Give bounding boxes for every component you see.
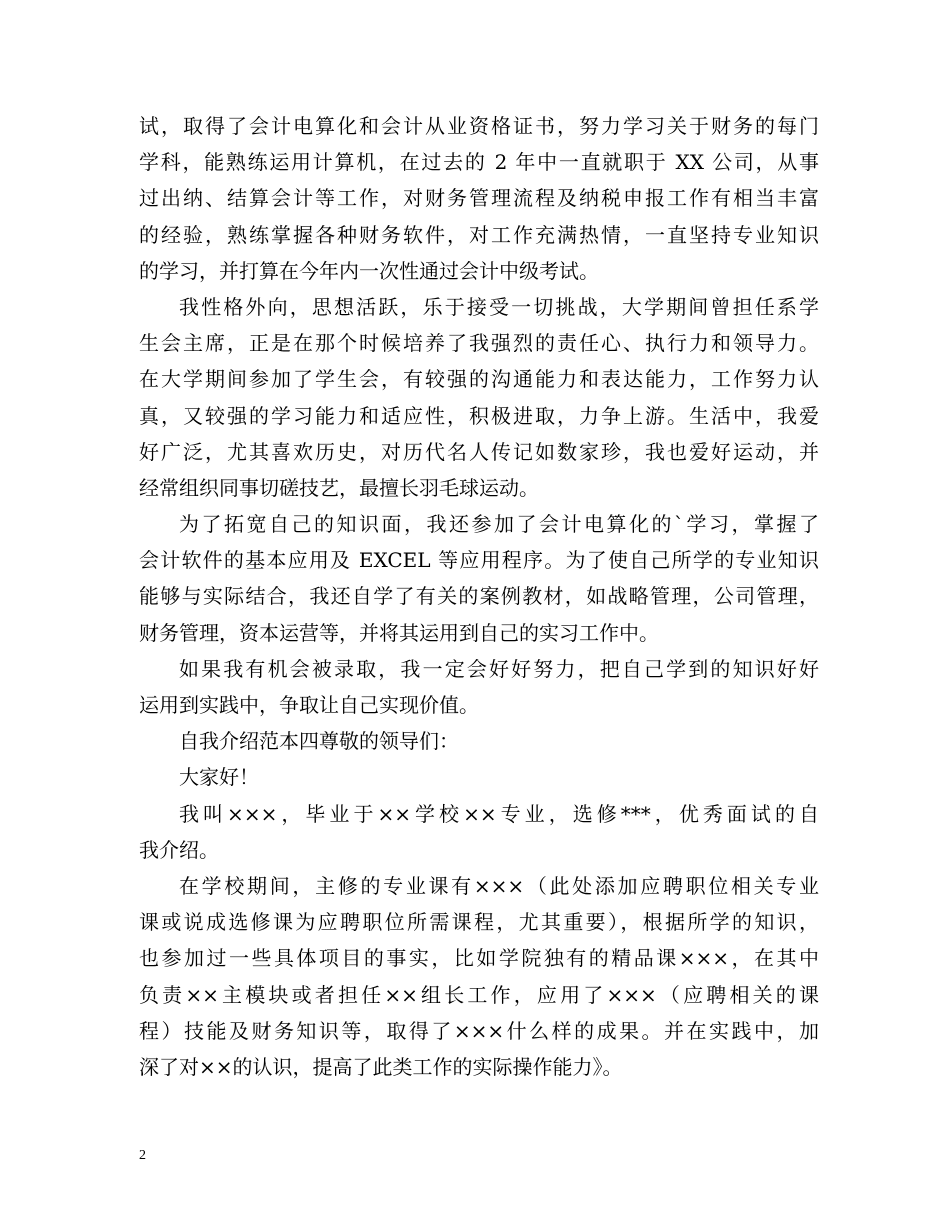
text-line: 程）技能及财务知识等，取得了×××什么样的成果。并在实践中，加 [139, 1018, 819, 1043]
text-line: 财务管理，资本运营等，并将其运用到自己的实习工作中。 [139, 620, 659, 645]
text-line: 好广泛，尤其喜欢历史，对历代名人传记如数家珍，我也爱好运动，并 [139, 439, 819, 464]
text-line: 负责××主模块或者担任××组长工作，应用了×××（应聘相关的课 [139, 982, 819, 1007]
paragraph-first-line: 为了拓宽自己的知识面，我还参加了会计电算化的`学习，掌握了 [179, 512, 819, 537]
paragraph-first-line: 大家好！ [179, 765, 259, 790]
paragraph-first-line: 我性格外向，思想活跃，乐于接受一切挑战，大学期间曾担任系学 [179, 294, 819, 319]
text-line: 的经验，熟练掌握各种财务软件，对工作充满热情，一直坚持专业知识 [139, 222, 819, 247]
text-line: 试，取得了会计电算化和会计从业资格证书，努力学习关于财务的每门 [139, 114, 819, 138]
page-number: 2 [139, 1148, 146, 1163]
text-line: 也参加过一些具体项目的事实，比如学院独有的精品课×××，在其中 [139, 946, 819, 971]
text-line: 在大学期间参加了学生会，有较强的沟通能力和表达能力，工作努力认 [139, 367, 819, 392]
text-line: 经常组织同事切磋技艺，最擅长羽毛球运动。 [139, 475, 539, 500]
text-line: 生会主席，正是在那个时候培养了我强烈的责任心、执行力和领导力。 [139, 331, 819, 356]
paragraph-first-line: 在学校期间，主修的专业课有×××（此处添加应聘职位相关专业 [179, 873, 819, 898]
text-line: 会计软件的基本应用及 EXCEL 等应用程序。为了使自己所学的专业知识 [139, 548, 819, 573]
text-line: 深了对××的认识，提高了此类工作的实际操作能力》。 [139, 1054, 623, 1079]
text-line: 学科，能熟练运用计算机，在过去的 2 年中一直就职于 XX 公司，从事 [139, 150, 819, 175]
body-text [139, 108, 819, 1085]
paragraph-first-line: 我叫×××，毕业于××学校××专业，选修***，优秀面试的自 [179, 801, 819, 826]
text-line: 能够与实际结合，我还自学了有关的案例教材，如战略管理，公司管理， [139, 584, 819, 609]
text-line: 过出纳、结算会计等工作，对财务管理流程及纳税申报工作有相当丰富 [139, 186, 819, 211]
paragraph-first-line: 自我介绍范本四尊敬的领导们： [179, 729, 459, 754]
paragraph-first-line: 如果我有机会被录取，我一定会好好努力，把自己学到的知识好好 [179, 656, 819, 681]
text-line: 真，又较强的学习能力和适应性，积极进取，力争上游。生活中，我爱 [139, 403, 819, 428]
text-line: 我介绍。 [139, 837, 219, 862]
text-line: 课或说成选修课为应聘职位所需课程，尤其重要），根据所学的知识， [139, 910, 819, 935]
text-line: 的学习，并打算在今年内一次性通过会计中级考试。 [139, 258, 599, 283]
text-line: 运用到实践中，争取让自己实现价值。 [139, 693, 479, 717]
